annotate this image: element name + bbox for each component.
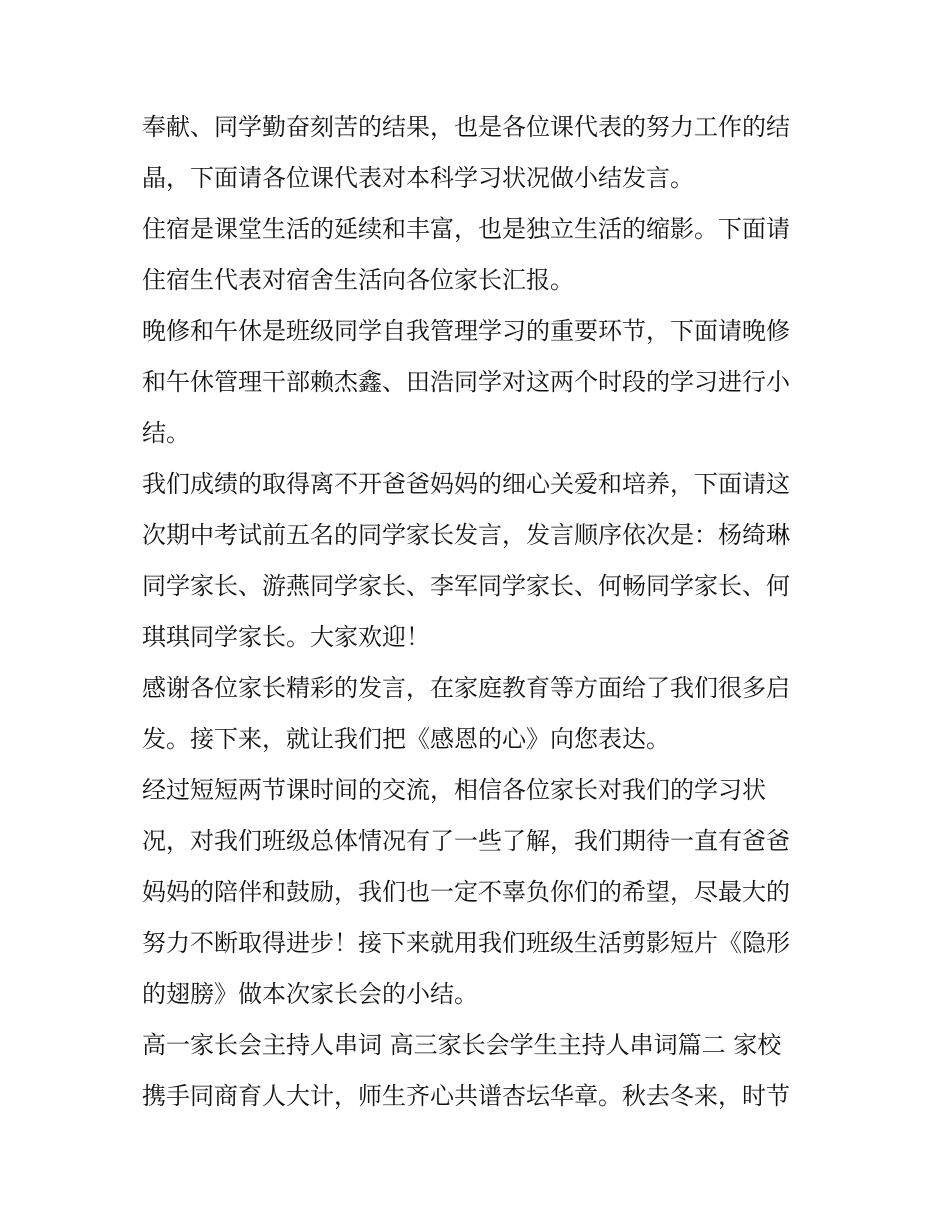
paragraph-6: [142, 765, 814, 1020]
paragraph-1: [142, 102, 814, 204]
text-line: 我们成绩的取得离不开爸爸妈妈的细心关爱和培养，下面请这: [142, 470, 790, 498]
paragraph-2: [142, 204, 814, 306]
paragraph-5: [142, 663, 814, 765]
paragraph-4: [142, 459, 814, 663]
text-line: 妈妈的陪伴和鼓励，我们也一定不辜负你们的希望，尽最大的: [142, 878, 790, 906]
text-line: 努力不断取得进步！接下来就用我们班级生活剪影短片《隐形: [142, 929, 790, 957]
text-line: 况，对我们班级总体情况有了一些了解，我们期待一直有爸爸: [142, 827, 790, 855]
text-line: 次期中考试前五名的同学家长发言，发言顺序依次是：杨绮琳: [142, 521, 790, 549]
text-line: 携手同商育人大计，师生齐心共谱杏坛华章。秋去冬来，时节: [142, 1082, 790, 1110]
text-line: 结。: [142, 419, 190, 447]
text-line: 经过短短两节课时间的交流，相信各位家长对我们的学习状: [142, 776, 766, 804]
text-line: 晶，下面请各位课代表对本科学习状况做小结发言。: [142, 164, 694, 192]
text-line: 感谢各位家长精彩的发言，在家庭教育等方面给了我们很多启: [142, 674, 790, 702]
paragraph-3: [142, 306, 814, 459]
text-line: 同学家长、游燕同学家长、李军同学家长、何畅同学家长、何: [142, 572, 790, 600]
text-line: 晚修和午休是班级同学自我管理学习的重要环节，下面请晚修: [142, 317, 790, 345]
text-line: 发。接下来，就让我们把《感恩的心》向您表达。: [142, 725, 670, 753]
text-line: 住宿生代表对宿舍生活向各位家长汇报。: [142, 266, 574, 294]
text-line: 高一家长会主持人串词 高三家长会学生主持人串词篇二 家校: [142, 1031, 782, 1059]
text-line: 奉献、同学勤奋刻苦的结果，也是各位课代表的努力工作的结: [142, 113, 790, 141]
text-line: 琪琪同学家长。大家欢迎！: [142, 623, 430, 651]
text-line: 住宿是课堂生活的延续和丰富，也是独立生活的缩影。下面请: [142, 215, 790, 243]
document-body: [142, 102, 814, 1122]
text-line: 和午休管理干部赖杰鑫、田浩同学对这两个时段的学习进行小: [142, 368, 790, 396]
paragraph-7: [142, 1020, 814, 1122]
text-line: 的翅膀》做本次家长会的小结。: [142, 980, 478, 1008]
